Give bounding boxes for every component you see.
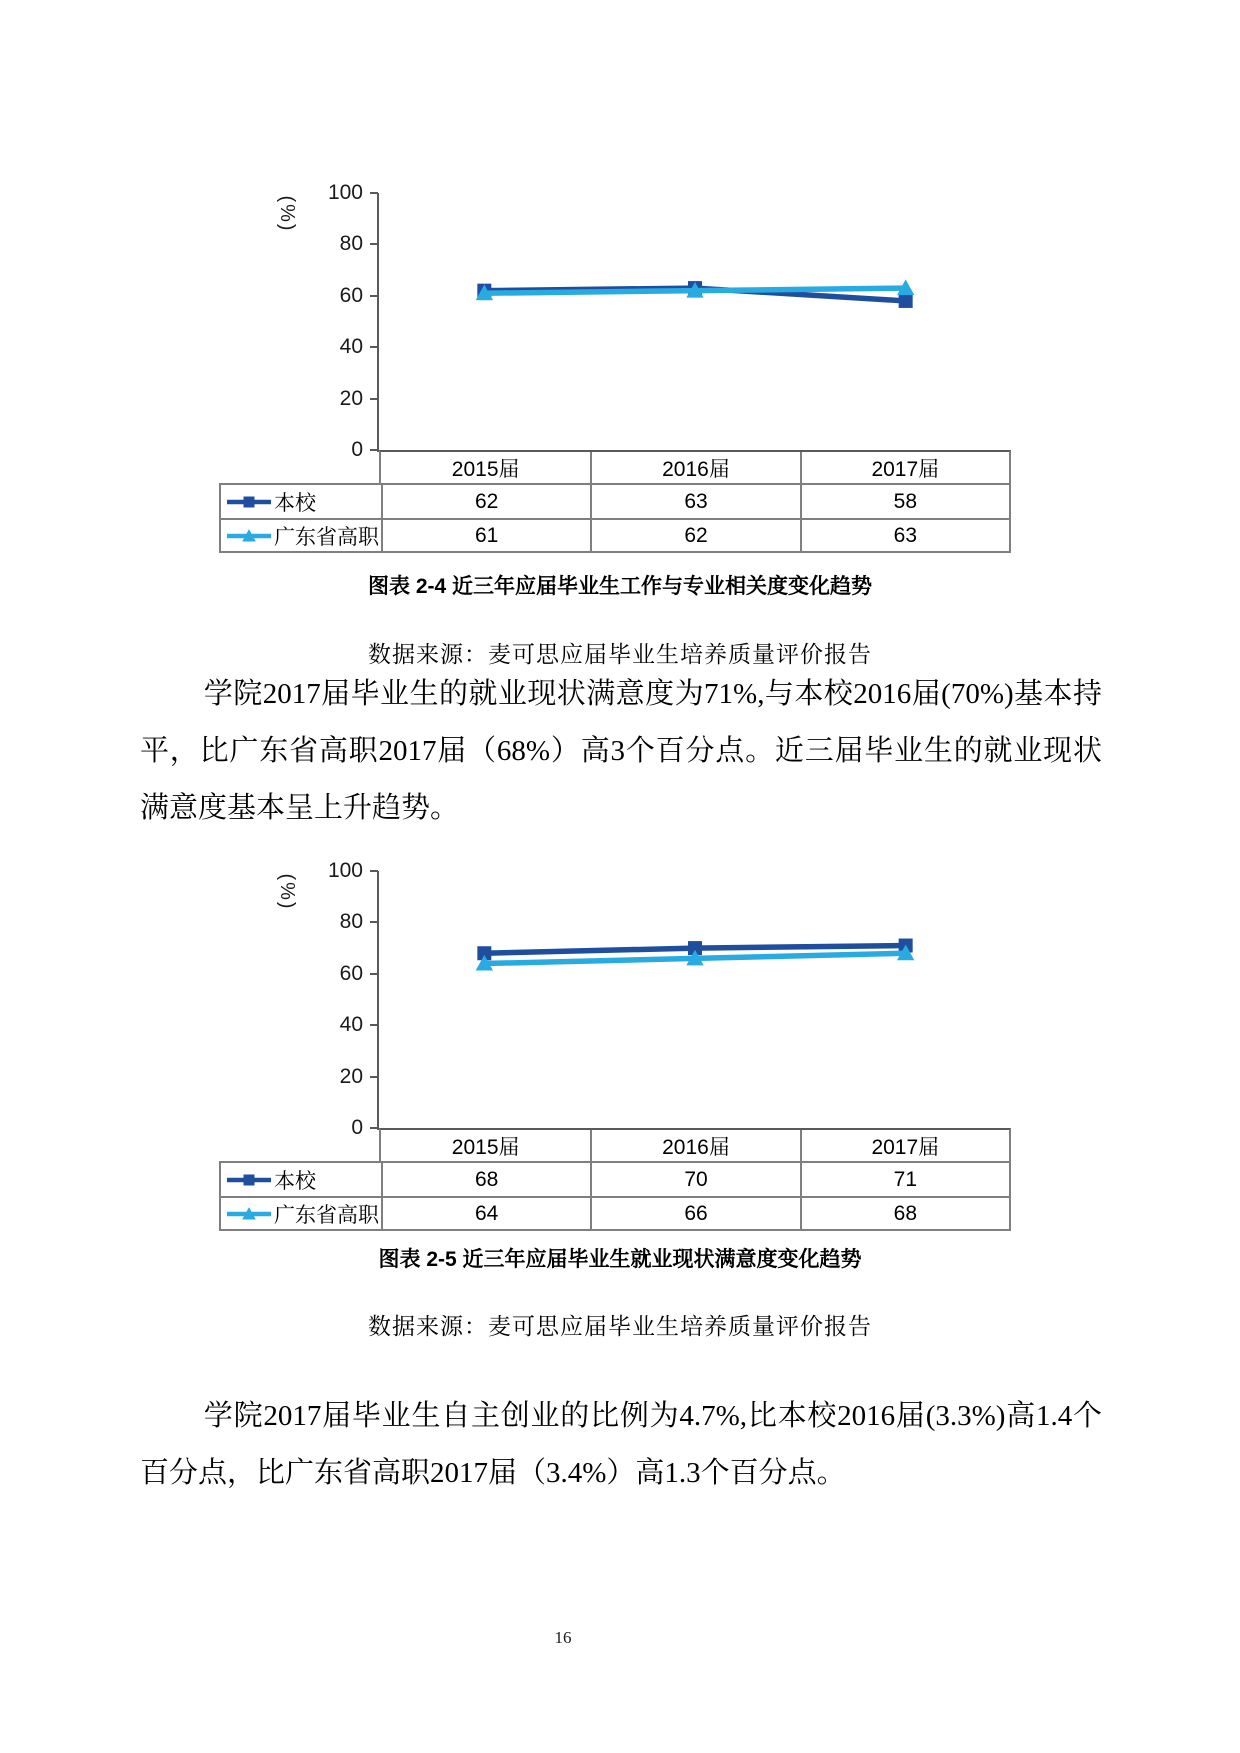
y-axis-unit-label: (%): [276, 873, 298, 911]
triangle-line-legend-icon: [226, 528, 272, 544]
figure-2-5-chart: [0, 859, 1240, 1233]
value-cell: 58: [800, 485, 1009, 518]
y-axis-tick-label: 0: [351, 1116, 363, 1139]
value-cell: 61: [381, 518, 590, 551]
y-axis-tick-label: 60: [339, 283, 363, 307]
value-cell: 66: [590, 1196, 799, 1229]
line-plot: [379, 871, 1011, 1130]
value-cell: 71: [800, 1163, 1009, 1196]
square-line-legend-icon: [226, 494, 272, 510]
legend-cell: [221, 518, 381, 551]
series-name-label: 广东省高职: [274, 1203, 379, 1227]
category-cell: 2015届: [451, 1135, 520, 1159]
category-header-row: [379, 1128, 1011, 1163]
value-cell: 62: [381, 485, 590, 518]
category-cell: 2017届: [800, 452, 1009, 483]
category-cell: 2017届: [800, 1130, 1009, 1161]
y-axis-tick-labels: [290, 859, 378, 1139]
page-number: 16: [554, 1628, 572, 1647]
data-point-marker: [244, 1174, 255, 1185]
square-line-legend-icon: [226, 1172, 272, 1188]
y-axis-tick-label: 20: [339, 1064, 363, 1088]
category-header-row: [379, 450, 1011, 485]
data-point-marker: [244, 496, 255, 507]
value-cell: 64: [381, 1196, 590, 1229]
y-axis-tick-label: 40: [339, 1013, 363, 1037]
y-axis-tick-label: 100: [327, 181, 363, 204]
value-cell: 68: [381, 1163, 590, 1196]
y-axis-tick-label: 80: [339, 910, 363, 934]
y-axis-tick-label: 80: [339, 232, 363, 256]
value-cell: 63: [800, 518, 1009, 551]
figure-2-4-source: 数据来源：麦可思应届毕业生培养质量评价报告: [368, 642, 872, 667]
y-axis-tick-label: 0: [351, 438, 363, 461]
value-cell: 63: [590, 485, 799, 518]
data-point-marker: [899, 294, 913, 308]
legend-cell: [221, 1196, 381, 1229]
category-cell: 2016届: [590, 452, 799, 483]
paragraph-entrepreneurship: 学院2017届毕业生自主创业的比例为4.7%,比本校2016届(3.3%)高1.4个百分点，比广东省高职2017届（3.4%）高1.3个百分点。: [140, 1400, 1102, 1489]
figure-2-4-chart: [0, 181, 1240, 555]
y-axis-tick-label: 40: [339, 335, 363, 359]
legend-cell: [221, 485, 381, 518]
category-cell: 2015届: [451, 457, 520, 481]
y-axis-tick-label: 60: [339, 961, 363, 985]
paragraph-employment-satisfaction: 学院2017届毕业生的就业现状满意度为71%,与本校2016届(70%)基本持平，比广东省高职2017届（68%）高3个百分点。近三届毕业生的就业现状满意度基本呈上升趋势。: [140, 678, 1102, 824]
value-cell: 68: [800, 1196, 1009, 1229]
chart-data-table: [219, 1161, 1011, 1231]
figure-2-5-caption: 图表 2-5 近三年应届毕业生就业现状满意度变化趋势: [378, 1248, 862, 1271]
series-name-label: 本校: [274, 1169, 316, 1193]
triangle-line-legend-icon: [226, 1206, 272, 1222]
y-axis-tick-label: 100: [327, 859, 363, 882]
y-axis-tick-label: 20: [339, 386, 363, 410]
figure-2-4-caption: 图表 2-4 近三年应届毕业生工作与专业相关度变化趋势: [367, 575, 873, 598]
line-plot: [379, 193, 1011, 452]
value-cell: 70: [590, 1163, 799, 1196]
y-axis-unit-label: (%): [276, 195, 298, 233]
figure-2-5-source: 数据来源：麦可思应届毕业生培养质量评价报告: [368, 1314, 872, 1339]
series-name-label: 广东省高职: [274, 525, 379, 549]
series-name-label: 本校: [274, 491, 316, 515]
value-cell: 62: [590, 518, 799, 551]
chart-data-table: [219, 483, 1011, 553]
category-cell: 2016届: [590, 1130, 799, 1161]
y-axis-tick-labels: [290, 181, 378, 461]
legend-cell: [221, 1163, 381, 1196]
